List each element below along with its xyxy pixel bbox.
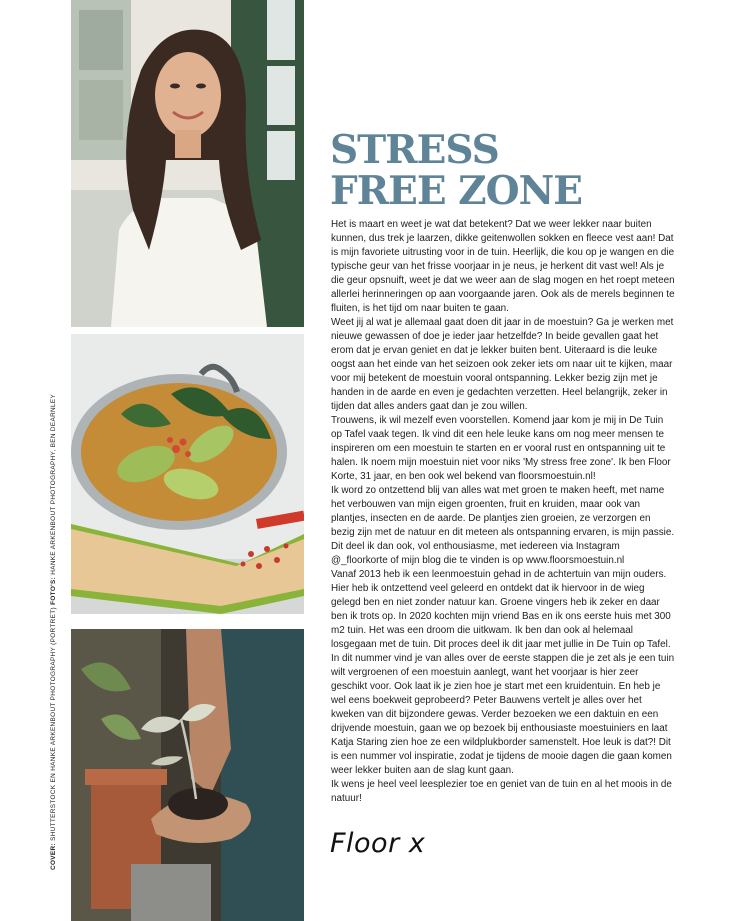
cover-credit-label: COVER: [50, 843, 57, 870]
title-line-2: FREE ZONE [330, 168, 582, 214]
paragraph: Weet jij al wat je allemaal gaat doen dit jaar in de moestuin? Ga je werken met nieuwe gewassen of doe je ieder jaar hetzelfde? In beide gevallen gaat het erom dat je ervan geniet en dat je lekker buiten bent. Uiteraard is die leuke oogst aan het einde van het seizoen ook zeker iets om naar uit te kijken, maar voor mij betekent de moestuin vooral ontspanning. Lekker bezig zijn met je handen in de aarde en even je gedachten verzetten. Heel belangrijk, zeker in tijden dat alles anders gaat dan je zou willen. [331, 317, 674, 412]
signature: Floor x [330, 828, 426, 859]
photo-credits [50, 394, 57, 870]
paragraph: Ik word zo ontzettend blij van alles wat met groen te maken heeft, met name het verbouwen van mijn eigen groenten, fruit en kruiden, maar ook van plantjes, insecten en de aarde. De plantjes zien groeien, ze verzorgen en bezig zijn met de natuur en dit meteen als ontspanning ervaren, is mijn passie. Dit deel ik dan ook, vol enthousiasme, met iedereen via Instagram @_floorkorte of mijn blog die te vinden is op www.floorsmoestuin.nl [331, 485, 675, 566]
seedling-photo [71, 629, 304, 921]
paragraph: Ik wens je heel veel leesplezier toe en geniet van de tuin en al het moois in de natuur! [331, 779, 672, 804]
paragraph: In dit nummer vind je van alles over de eerste stappen die je zet als je een tuin wilt vergroenen of een moestuin aanlegt, want het voorjaar is hier zeer geschikt voor. Ook laat ik je zien hoe je start met een kruidentuin. En heb je wel eens boekweit geprobeerd? Peter Bauwens vertelt je alles over het kweken van dit bijzondere gewas. Verder bezoeken we een daktuin en een drijvende moestuin, gaan we op bezoek bij enthousiaste moestuiniers en laat Katja Staring zien hoe ze een wildplukborder samenstelt. Hoe leuk is dat?! Dit is een nummer vol inspiratie, zodat je tijdens de mooie dagen die gaan komen weer lekker buiten aan de slag kunt gaan. [331, 653, 675, 776]
food-photo [71, 334, 304, 614]
title-line-1: STRESS [330, 127, 499, 173]
photo-credit-label: FOTO'S: [50, 576, 57, 605]
portrait-photo [71, 0, 304, 327]
paragraph: Het is maart en weet je wat dat betekent? Dat we weer lekker naar buiten kunnen, dus trek je laarzen, dikke geitenwollen sokken en fleece vest aan! Dat is mijn favoriete uitrusting voor in de tuin. Heerlijk, die kou op je wangen en die typische geur van het frisse voorjaar in je neus, je herkent dit vast wel! Als je die geur opsnuift, weet je dat we weer aan de slag mogen en het roept meteen allerlei herinneringen op aan voorgaande jaren. Ook als de merels beginnen te fluiten, is het tijd om naar buiten te gaan. [331, 219, 675, 314]
cover-credit-text: SHUTTERSTOCK EN HANKE ARKENBOUT PHOTOGRAPHY (PORTRET) [50, 607, 57, 841]
paragraph: Vanaf 2013 heb ik een leenmoestuin gehad in de achtertuin van mijn ouders. Hier heb ik ontzettend veel geleerd en ontdekt dat ik hiervoor in de wieg gelegd ben en niet zonder natuur kan. Groene vingers heb ik zeker en daar ben ik trots op. In 2020 kochten mijn vriend Bas en ik ons eerste huis met 300 m2 tuin. Het was een droom die uitkwam. Ik ben dan ook al helemaal losgegaan met de tuin. Dit proces deel ik dit jaar met jullie in De Tuin op Tafel. [331, 569, 671, 650]
paragraph: Trouwens, ik wil mezelf even voorstellen. Komend jaar kom je mij in De Tuin op Tafel vaak tegen. Ik vind dit een hele leuke kans om nog meer mensen te inspireren om een moestuin te starten en er vooral rust en ontspanning uit te halen. Ik noem mijn moestuin niet voor niks 'My stress free zone'. Ik ben Floor Korte, 31 jaar, en ben ook wel bekend van floorsmoestuin.nl! [331, 415, 671, 482]
article-title [330, 127, 582, 214]
photo-credit-text: HANKE ARKENBOUT PHOTOGRAPHY, BEN DEARNLEY [50, 393, 57, 575]
article-body [331, 218, 676, 806]
